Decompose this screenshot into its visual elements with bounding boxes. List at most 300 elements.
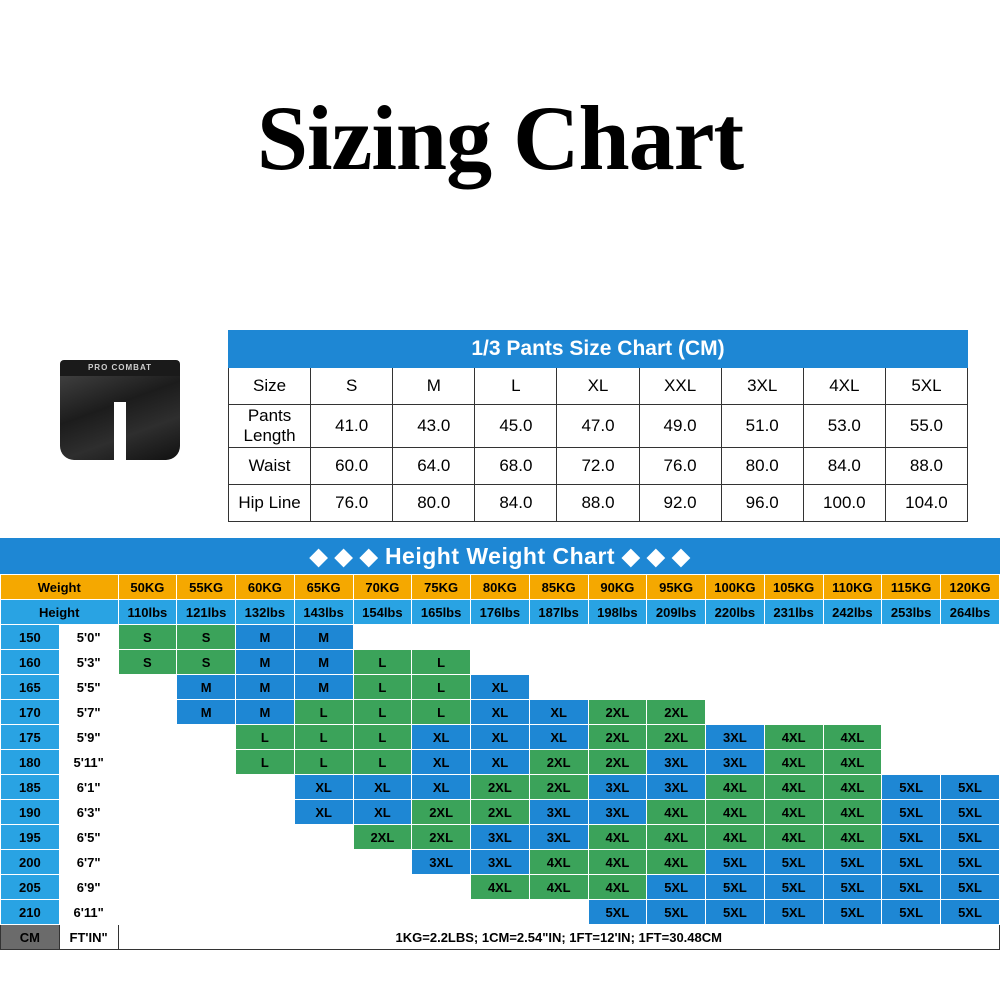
size-cell-empty — [236, 800, 295, 825]
waistband-label: PRO COMBAT — [60, 360, 180, 376]
weight-lbs-cell: 264lbs — [941, 600, 1000, 625]
size-cell: 4XL — [764, 825, 823, 850]
size-cell-empty — [529, 900, 588, 925]
size-cell: 2XL — [588, 750, 647, 775]
size-cell-empty — [118, 850, 177, 875]
pants-cell: 45.0 — [475, 405, 557, 448]
size-cell-empty — [177, 725, 236, 750]
weight-lbs-cell: 209lbs — [647, 600, 706, 625]
size-cell-empty — [236, 875, 295, 900]
table-row — [229, 405, 968, 448]
size-cell: S — [177, 650, 236, 675]
footer-row — [1, 925, 1000, 950]
pants-col-size: 4XL — [803, 368, 885, 405]
size-cell-empty — [764, 650, 823, 675]
pants-row-label: Waist — [229, 448, 311, 485]
size-cell: 4XL — [764, 750, 823, 775]
table-row — [1, 625, 1000, 650]
size-cell: 5XL — [882, 800, 941, 825]
size-cell-empty — [941, 750, 1000, 775]
size-cell: XL — [471, 700, 530, 725]
size-cell: L — [236, 725, 295, 750]
size-cell: L — [294, 700, 353, 725]
size-cell: 2XL — [412, 825, 471, 850]
size-cell: 5XL — [823, 900, 882, 925]
table-row — [1, 850, 1000, 875]
size-cell: XL — [529, 700, 588, 725]
size-cell-empty — [823, 675, 882, 700]
size-cell-empty — [294, 825, 353, 850]
weight-kg-cell: 50KG — [118, 575, 177, 600]
size-cell: 4XL — [823, 725, 882, 750]
height-cm-cell: 175 — [1, 725, 60, 750]
size-cell: 2XL — [647, 700, 706, 725]
pants-size-section — [0, 322, 1000, 512]
weight-lbs-cell: 176lbs — [471, 600, 530, 625]
pants-cell: 100.0 — [803, 485, 885, 522]
size-cell: 5XL — [882, 875, 941, 900]
size-cell: 4XL — [471, 875, 530, 900]
height-ft-cell: 5'7" — [59, 700, 118, 725]
size-cell: 3XL — [412, 850, 471, 875]
size-cell-empty — [177, 800, 236, 825]
size-cell-empty — [882, 725, 941, 750]
size-cell: 5XL — [706, 850, 765, 875]
size-cell-empty — [118, 750, 177, 775]
height-cm-cell: 185 — [1, 775, 60, 800]
height-cm-cell: 160 — [1, 650, 60, 675]
size-cell: L — [353, 650, 412, 675]
height-ft-cell: 6'7" — [59, 850, 118, 875]
size-cell: 5XL — [882, 900, 941, 925]
height-ft-cell: 6'5" — [59, 825, 118, 850]
size-cell: L — [353, 725, 412, 750]
height-ft-cell: 6'11" — [59, 900, 118, 925]
size-cell: L — [294, 750, 353, 775]
size-cell: 5XL — [941, 875, 1000, 900]
height-ft-cell: 5'3" — [59, 650, 118, 675]
height-label: Height — [1, 600, 119, 625]
table-row — [1, 875, 1000, 900]
size-cell: XL — [353, 800, 412, 825]
size-cell-empty — [294, 875, 353, 900]
weight-lbs-cell: 187lbs — [529, 600, 588, 625]
height-cm-cell: 190 — [1, 800, 60, 825]
size-cell: 5XL — [823, 850, 882, 875]
size-cell: 5XL — [647, 900, 706, 925]
size-cell: 5XL — [706, 900, 765, 925]
height-cm-cell: 205 — [1, 875, 60, 900]
page-title: Sizing Chart — [256, 87, 744, 189]
size-cell: XL — [471, 750, 530, 775]
size-cell-empty — [353, 625, 412, 650]
size-cell: 4XL — [529, 850, 588, 875]
size-cell: M — [177, 700, 236, 725]
size-cell-empty — [118, 775, 177, 800]
size-cell: 5XL — [941, 800, 1000, 825]
size-cell: 5XL — [882, 850, 941, 875]
size-cell: 3XL — [647, 750, 706, 775]
size-cell-empty — [471, 900, 530, 925]
height-cm-cell: 165 — [1, 675, 60, 700]
size-cell: M — [236, 700, 295, 725]
table-row — [1, 700, 1000, 725]
size-cell-empty — [882, 625, 941, 650]
weight-kg-cell: 55KG — [177, 575, 236, 600]
pants-row-label: Pants Length — [229, 405, 311, 448]
size-cell-empty — [647, 650, 706, 675]
size-cell-empty — [941, 625, 1000, 650]
table-row — [1, 725, 1000, 750]
weight-lbs-cell: 220lbs — [706, 600, 765, 625]
size-cell: XL — [529, 725, 588, 750]
size-cell-empty — [236, 825, 295, 850]
size-cell: 5XL — [764, 875, 823, 900]
height-cm-cell: 170 — [1, 700, 60, 725]
size-cell: S — [177, 625, 236, 650]
size-cell: 4XL — [764, 775, 823, 800]
size-cell: L — [236, 750, 295, 775]
size-cell: 4XL — [588, 850, 647, 875]
size-cell: 3XL — [706, 750, 765, 775]
weight-lbs-cell: 132lbs — [236, 600, 295, 625]
weight-kg-cell: 80KG — [471, 575, 530, 600]
size-cell-empty — [764, 700, 823, 725]
pants-cell: 64.0 — [393, 448, 475, 485]
weight-label: Weight — [1, 575, 119, 600]
size-cell: XL — [294, 800, 353, 825]
size-cell-empty — [118, 875, 177, 900]
size-cell-empty — [588, 675, 647, 700]
size-cell: 3XL — [588, 800, 647, 825]
weight-kg-cell: 120KG — [941, 575, 1000, 600]
table-row — [229, 448, 968, 485]
pants-cell: 80.0 — [721, 448, 803, 485]
pants-col-size: 3XL — [721, 368, 803, 405]
pants-cell: 68.0 — [475, 448, 557, 485]
height-weight-title: ◆ ◆ ◆ Height Weight Chart ◆ ◆ ◆ — [0, 538, 1000, 574]
size-cell: 2XL — [353, 825, 412, 850]
size-cell: 2XL — [588, 725, 647, 750]
size-cell-empty — [236, 775, 295, 800]
weight-lbs-cell: 242lbs — [823, 600, 882, 625]
size-cell-empty — [177, 825, 236, 850]
table-row — [1, 675, 1000, 700]
weight-kg-cell: 60KG — [236, 575, 295, 600]
size-cell-empty — [412, 900, 471, 925]
height-cm-cell: 200 — [1, 850, 60, 875]
size-cell: 3XL — [647, 775, 706, 800]
size-cell-empty — [412, 875, 471, 900]
pants-cell: 47.0 — [557, 405, 639, 448]
size-cell: 5XL — [588, 900, 647, 925]
size-cell-empty — [177, 775, 236, 800]
weight-kg-cell: 115KG — [882, 575, 941, 600]
size-cell-empty — [706, 625, 765, 650]
size-cell: 2XL — [529, 750, 588, 775]
size-cell: XL — [353, 775, 412, 800]
pants-col-size: L — [475, 368, 557, 405]
pants-cell: 92.0 — [639, 485, 721, 522]
height-cm-cell: 150 — [1, 625, 60, 650]
weight-kg-cell: 110KG — [823, 575, 882, 600]
table-row — [1, 900, 1000, 925]
pants-cell: 88.0 — [557, 485, 639, 522]
size-cell: 3XL — [529, 800, 588, 825]
weight-lbs-cell: 110lbs — [118, 600, 177, 625]
size-cell-empty — [941, 650, 1000, 675]
unit-ft-label: FT'IN" — [59, 925, 118, 950]
pants-cell: 76.0 — [311, 485, 393, 522]
pants-col-size: XL — [557, 368, 639, 405]
size-cell-empty — [177, 875, 236, 900]
height-ft-cell: 5'11" — [59, 750, 118, 775]
size-cell: 5XL — [823, 875, 882, 900]
size-cell-empty — [118, 675, 177, 700]
size-cell: L — [353, 700, 412, 725]
size-cell: XL — [294, 775, 353, 800]
pants-col-size: M — [393, 368, 475, 405]
pants-cell: 41.0 — [311, 405, 393, 448]
size-cell: M — [236, 650, 295, 675]
size-cell-empty — [118, 725, 177, 750]
weight-lbs-cell: 253lbs — [882, 600, 941, 625]
size-cell-empty — [823, 650, 882, 675]
table-row — [229, 485, 968, 522]
size-cell: L — [412, 675, 471, 700]
pants-cell: 55.0 — [885, 405, 967, 448]
size-cell-empty — [706, 700, 765, 725]
weight-lbs-cell: 143lbs — [294, 600, 353, 625]
size-cell-empty — [764, 625, 823, 650]
pants-cell: 80.0 — [393, 485, 475, 522]
size-cell-empty — [353, 900, 412, 925]
size-cell-empty — [588, 625, 647, 650]
height-cm-cell: 195 — [1, 825, 60, 850]
size-cell-empty — [941, 675, 1000, 700]
weight-lbs-cell: 121lbs — [177, 600, 236, 625]
size-cell: 4XL — [706, 775, 765, 800]
size-cell: 5XL — [647, 875, 706, 900]
size-cell: XL — [412, 775, 471, 800]
size-cell: L — [353, 750, 412, 775]
height-ft-cell: 6'3" — [59, 800, 118, 825]
size-cell: 4XL — [823, 800, 882, 825]
size-cell: S — [118, 650, 177, 675]
size-cell: 2XL — [412, 800, 471, 825]
pants-cell: 43.0 — [393, 405, 475, 448]
size-cell-empty — [882, 750, 941, 775]
size-cell: XL — [412, 725, 471, 750]
weight-lbs-row — [1, 600, 1000, 625]
weight-kg-cell: 90KG — [588, 575, 647, 600]
height-cm-cell: 210 — [1, 900, 60, 925]
table-row — [1, 825, 1000, 850]
pants-col-size: 5XL — [885, 368, 967, 405]
pants-cell: 104.0 — [885, 485, 967, 522]
size-cell: L — [294, 725, 353, 750]
weight-lbs-cell: 231lbs — [764, 600, 823, 625]
height-ft-cell: 6'9" — [59, 875, 118, 900]
weight-kg-row — [1, 575, 1000, 600]
size-cell: 2XL — [471, 775, 530, 800]
size-cell-empty — [882, 650, 941, 675]
height-ft-cell: 5'0" — [59, 625, 118, 650]
size-cell: 5XL — [941, 775, 1000, 800]
size-cell-empty — [294, 850, 353, 875]
table-row — [1, 775, 1000, 800]
size-cell: 4XL — [529, 875, 588, 900]
size-cell: S — [118, 625, 177, 650]
size-cell: 5XL — [764, 900, 823, 925]
weight-kg-cell: 95KG — [647, 575, 706, 600]
size-cell: L — [412, 700, 471, 725]
pants-cell: 49.0 — [639, 405, 721, 448]
size-cell-empty — [353, 850, 412, 875]
size-cell-empty — [118, 800, 177, 825]
pants-table-title: 1/3 Pants Size Chart (CM) — [229, 331, 968, 368]
size-cell: XL — [471, 675, 530, 700]
pants-cell: 53.0 — [803, 405, 885, 448]
pants-col-label: Size — [229, 368, 311, 405]
conversion-note: 1KG=2.2LBS; 1CM=2.54"IN; 1FT=12'IN; 1FT=30.48CM — [118, 925, 1000, 950]
size-cell: 5XL — [941, 850, 1000, 875]
size-cell-empty — [764, 675, 823, 700]
size-cell: 4XL — [706, 800, 765, 825]
size-cell: 3XL — [471, 850, 530, 875]
weight-lbs-cell: 154lbs — [353, 600, 412, 625]
size-cell-empty — [941, 700, 1000, 725]
size-cell-empty — [647, 675, 706, 700]
size-cell-empty — [882, 675, 941, 700]
height-ft-cell: 5'5" — [59, 675, 118, 700]
size-cell: 3XL — [706, 725, 765, 750]
height-cm-cell: 180 — [1, 750, 60, 775]
size-cell-empty — [236, 850, 295, 875]
size-cell: 5XL — [941, 825, 1000, 850]
height-weight-section — [0, 538, 1000, 950]
size-cell: XL — [471, 725, 530, 750]
table-row — [1, 750, 1000, 775]
unit-cm-label: CM — [1, 925, 60, 950]
size-cell: 2XL — [588, 700, 647, 725]
table-row — [1, 800, 1000, 825]
size-cell: 3XL — [588, 775, 647, 800]
size-cell: 3XL — [471, 825, 530, 850]
size-cell-empty — [353, 875, 412, 900]
pants-cell: 84.0 — [803, 448, 885, 485]
size-cell-empty — [529, 675, 588, 700]
size-cell: 2XL — [647, 725, 706, 750]
pants-cell: 96.0 — [721, 485, 803, 522]
size-cell: M — [294, 650, 353, 675]
product-image — [52, 340, 192, 470]
size-cell-empty — [647, 625, 706, 650]
size-cell: 4XL — [647, 825, 706, 850]
pants-cell: 72.0 — [557, 448, 639, 485]
pants-cell: 84.0 — [475, 485, 557, 522]
size-cell: M — [177, 675, 236, 700]
weight-lbs-cell: 165lbs — [412, 600, 471, 625]
size-cell: 5XL — [764, 850, 823, 875]
size-cell-empty — [177, 850, 236, 875]
table-row — [1, 650, 1000, 675]
size-cell: 2XL — [471, 800, 530, 825]
size-cell: M — [236, 625, 295, 650]
pants-cell: 88.0 — [885, 448, 967, 485]
size-cell: 5XL — [882, 825, 941, 850]
size-cell: L — [353, 675, 412, 700]
size-cell: 4XL — [588, 825, 647, 850]
weight-kg-cell: 85KG — [529, 575, 588, 600]
size-cell-empty — [471, 650, 530, 675]
height-weight-table — [0, 574, 1000, 950]
size-cell-empty — [118, 700, 177, 725]
size-cell-empty — [471, 625, 530, 650]
weight-kg-cell: 75KG — [412, 575, 471, 600]
size-cell-empty — [412, 625, 471, 650]
size-cell: M — [294, 625, 353, 650]
size-cell-empty — [882, 700, 941, 725]
size-cell: 5XL — [941, 900, 1000, 925]
pants-cell: 51.0 — [721, 405, 803, 448]
size-cell-empty — [294, 900, 353, 925]
pants-table-header-row — [229, 368, 968, 405]
size-cell: 2XL — [529, 775, 588, 800]
size-cell: 4XL — [588, 875, 647, 900]
size-cell-empty — [941, 725, 1000, 750]
size-cell: 4XL — [764, 725, 823, 750]
size-cell-empty — [529, 625, 588, 650]
size-cell: 3XL — [529, 825, 588, 850]
pants-row-label: Hip Line — [229, 485, 311, 522]
size-cell-empty — [706, 650, 765, 675]
size-cell: 4XL — [647, 800, 706, 825]
weight-kg-cell: 65KG — [294, 575, 353, 600]
pants-col-size: XXL — [639, 368, 721, 405]
size-cell: M — [294, 675, 353, 700]
height-ft-cell: 5'9" — [59, 725, 118, 750]
size-cell-empty — [529, 650, 588, 675]
pants-cell: 60.0 — [311, 448, 393, 485]
size-cell-empty — [823, 625, 882, 650]
weight-kg-cell: 100KG — [706, 575, 765, 600]
pants-col-size: S — [311, 368, 393, 405]
size-cell: M — [236, 675, 295, 700]
size-cell-empty — [588, 650, 647, 675]
weight-kg-cell: 105KG — [764, 575, 823, 600]
pants-size-table — [228, 330, 968, 522]
size-cell: 5XL — [882, 775, 941, 800]
size-cell-empty — [236, 900, 295, 925]
size-cell: 5XL — [706, 875, 765, 900]
size-cell: XL — [412, 750, 471, 775]
size-cell: L — [412, 650, 471, 675]
size-cell-empty — [118, 825, 177, 850]
pants-cell: 76.0 — [639, 448, 721, 485]
weight-kg-cell: 70KG — [353, 575, 412, 600]
size-cell-empty — [177, 750, 236, 775]
size-cell-empty — [177, 900, 236, 925]
size-cell-empty — [823, 700, 882, 725]
weight-lbs-cell: 198lbs — [588, 600, 647, 625]
size-cell: 4XL — [706, 825, 765, 850]
height-ft-cell: 6'1" — [59, 775, 118, 800]
size-cell: 4XL — [823, 750, 882, 775]
size-cell: 4XL — [764, 800, 823, 825]
size-cell: 4XL — [647, 850, 706, 875]
size-cell: 4XL — [823, 775, 882, 800]
